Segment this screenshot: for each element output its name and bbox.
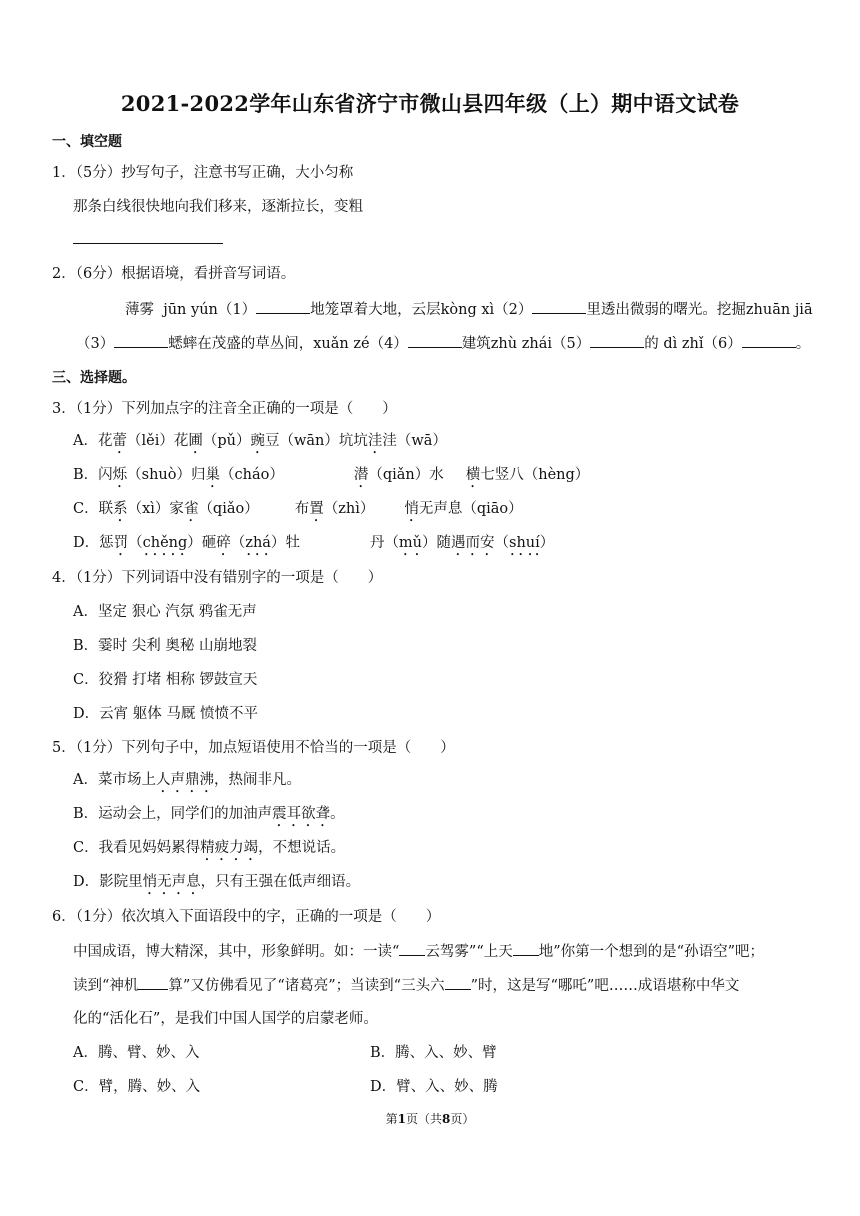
question-3-option-d[interactable]: D．惩罚（chěng）砸碎（zhá）牡 丹（mǔ）随遇而安（shuí）	[73, 535, 555, 551]
question-5-option-c[interactable]: C．我看见妈妈累得精疲力竭，不想说话。	[73, 840, 346, 856]
question-6-stem: 6．（1分）依次填入下面语段中的字，正确的一项是（ ）	[52, 909, 441, 925]
page-title: 2021-2022学年山东省济宁市微山县四年级（上）期中语文试卷	[120, 91, 740, 116]
idiom-blank-2[interactable]	[513, 941, 539, 956]
question-4-option-a[interactable]: A．坚定 狠心 汽氛 鸦雀无声	[73, 604, 257, 620]
section-choice: 三、选择题。	[52, 370, 136, 386]
question-5-option-b[interactable]: B．运动会上，同学们的加油声震耳欲聋。	[73, 806, 345, 822]
question-3-option-a[interactable]: A．花蕾（lěi）花圃（pǔ）豌豆（wān）坑坑洼洼（wā）	[73, 433, 447, 449]
question-6-passage-line-3: 化的“活化石”，是我们中国人国学的启蒙老师。	[73, 1011, 378, 1027]
blank-4[interactable]	[408, 333, 462, 348]
blank-2[interactable]	[532, 299, 586, 314]
question-6-passage-line-1: 中国成语，博大精深，其中，形象鲜明。如：一读“ 云驾雾”“上天 地”你第一个想到的是“孙语空”吧；	[73, 941, 764, 962]
question-1-stem: 1．（5分）抄写句子，注意书写正确，大小匀称	[52, 165, 354, 181]
question-4-option-d[interactable]: D．云宵 躯体 马厩 愤愤不平	[73, 706, 258, 722]
question-6-option-b[interactable]: B．腾、入、妙、臂	[370, 1045, 497, 1061]
blank-3[interactable]	[114, 333, 168, 348]
blank-5[interactable]	[590, 333, 644, 348]
page-footer: 第1页（共8页）	[385, 1112, 475, 1126]
total-pages: 8	[442, 1112, 451, 1126]
page-number: 1	[397, 1112, 406, 1126]
question-5-option-d[interactable]: D．影院里悄无声息，只有王强在低声细语。	[73, 874, 361, 890]
section-fill-blank: 一、填空题	[52, 134, 122, 150]
question-4-option-b[interactable]: B．霎时 尖利 奥秘 山崩地裂	[73, 638, 257, 654]
question-2-stem: 2．（6分）根据语境，看拼音写词语。	[52, 266, 296, 282]
blank-1[interactable]	[256, 299, 310, 314]
idiom-blank-1[interactable]	[399, 941, 425, 956]
question-2-line-1: 薄雾 jūn yún（1） 地笼罩着大地，云层kòng xì（2） 里透出微弱的曙光。挖掘zhuān jiā	[125, 299, 813, 320]
question-6-option-d[interactable]: D．臂、入、妙、腾	[370, 1079, 498, 1095]
question-2-line-2: （3） 蟋蟀在茂盛的草丛间，xuǎn zé（4） 建筑zhù zhái（5） 的 dì zhǐ（6） 。	[76, 333, 810, 354]
question-1-answer-line[interactable]	[73, 243, 223, 244]
question-6-option-a[interactable]: A．腾、臂、妙、入	[73, 1045, 200, 1061]
idiom-blank-4[interactable]	[445, 975, 471, 990]
question-3-option-c[interactable]: C．联系（xì）家雀（qiǎo） 布置（zhì） 悄无声息（qiāo）	[73, 501, 523, 517]
idiom-blank-3[interactable]	[138, 975, 168, 990]
blank-6[interactable]	[742, 333, 796, 348]
question-6-option-c[interactable]: C．臂，腾、妙、入	[73, 1079, 201, 1095]
question-3-stem: 3．（1分）下列加点字的注音全正确的一项是（ ）	[52, 401, 397, 417]
question-5-stem: 5．（1分）下列句子中，加点短语使用不恰当的一项是（ ）	[52, 740, 455, 756]
question-1-text: 那条白线很快地向我们移来，逐渐拉长，变粗	[73, 199, 363, 215]
question-6-passage-line-2: 读到“神机 算”又仿佛看见了“诸葛亮”；当读到“三头六 ”时，这是写“哪吒”吧……成语堪称中华文	[73, 975, 739, 996]
question-3-option-b[interactable]: B．闪烁（shuò）归巢（cháo） 潜（qiǎn）水 横七竖八（hèng）	[73, 467, 590, 483]
question-4-stem: 4．（1分）下列词语中没有错别字的一项是（ ）	[52, 570, 383, 586]
question-4-option-c[interactable]: C．狡猾 打堵 相称 锣鼓宣天	[73, 672, 258, 688]
question-5-option-a[interactable]: A．菜市场上人声鼎沸，热闹非凡。	[73, 772, 301, 788]
